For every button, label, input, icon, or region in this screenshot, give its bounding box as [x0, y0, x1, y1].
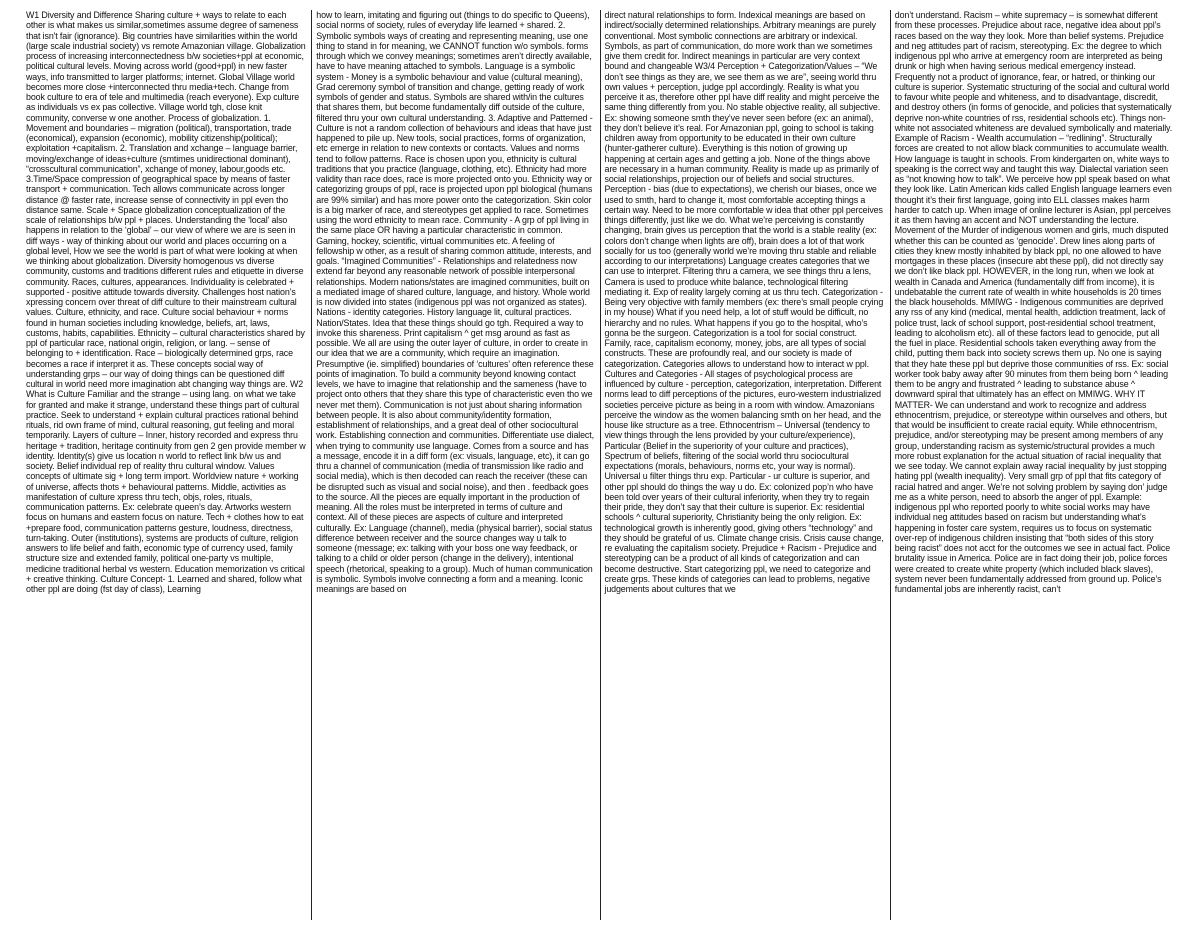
- notes-column-3: direct natural relationships to form. Indexical meanings are based on indirect/socially determined relationships. Arbitrary meanings are purely conventional. Most symbolic connections are arbitrary or indexical. Symbols, as part of communication, do more work than we sometimes give them credit for. Indirect meanings in particular are very context bound and changeable W3/4 Perception + Categorization/Values – “We don’t see things as they are, we see them as we are”, seeing world thru own values + perception, judge ppl accordingly. Reality is what you perceive it as, therefore other ppl have diff reality and might perceive the same thing differently from you. No stable objective reality, all subjective. Ex: showing someone smth they’ve never seen before (ex: an animal), they don’t believe it’s real. For Amazonian ppl, going to school is taking children away from opportunity to be educated in their own culture (hunter-gatherer culture). Everything is this notion of growing up happening at certain ages and getting a job. None of the things above are necessary in a human community. Reality is made up as primarily of social relationships, projection our of beliefs and social structures. Perception - bias (due to expectations), we cherish our biases, once we used to smth, hard to change it, most comfortable accepting things a certain way. Need to be more comfortable w idea that other ppl perceives things differently, just like we do. What we’re perceiving is constantly changing, brain gives us perception that the world is a stable reality (ex: colors don’t change when lights are off), brain does a lot of that work socially for us too (generally world we’re moving thru stable and reliable according to our interpretations) Language creates categories that we can use to interpret. Filtering thru a camera, we see things thru a lens, Camera is used to produce white balance, technological filtering mediating it. Exp of reality largely coming at us thru tech. Categorization - Being very objective with family members (ex: there’s small people crying in my house) What if you need help, a lot of stuff would be difficult, no hierarchy and no rules. What happens if you go to the hospital, who’s gonna be the surgeon. Categorization is a tool for social construct. Family, race, capitalism economy, money, jobs, are all types of social constructs. These are profoundly real, and our society is made of categorization. Categories allows to understand how to interact w ppl. Cultures and Categories - All stages of psychological process are influenced by culture - perception, categorization, interpretation. Different norms lead to diff perceptions of the pictures, euro-western industrialized societies perceive picture as being in a room with window. Amazonians perceive the window as the women balancing smth on her head, and the house like structure as a tree. Ethnocentrism – Universal (tendency to view things through the lens provided by your culture/experience), Particular (Belief in the superiority of your culture and practices), Spectrum of beliefs, filtering of the social world thru sociocultural expectations (morals, behaviours, norms etc, your way is normal). Universal u filter things thru exp. Particular - ur culture is superior, and other ppl should do things the way u do. Ex: colonized pop’n who have been told over years of their cultural inferiority, when they try to regain their pride, they don’t say that their culture is superior. Ex: residential schools ^ cultural superiority, Christianity being the only religion. Ex: technological growth is inherently good, giving others “technology” and they should be grateful of us. Climate change crisis. Crisis cause change, re evaluating the capitalism society. Prejudice + Racism - Prejudice and stereotyping can be a product of all kinds of categorization and can become destructive. Start categorizing ppl, we need to categorize and create grps. These kinds of categories can lead to problems, negative judgements about cultures that we: [604, 10, 884, 594]
- notes-column-4: don’t understand. Racism – white supremacy – is somewhat different from these processes. Prejudice about race, negative idea about ppl’s races based on the way they look. More than belief systems. Prejudice and neg attitudes part of racism, stereotyping. Ex: the degree to which indigenous ppl who arrive at emergency room are interpreted as being drunk or high when having serious medical emergency instead. Frequently not a product of ignorance, fear, or hatred, or thinking our culture is superior. Systematic structuring of the social and cultural world to favour white people and whiteness, and to disadvantage, discredit, and destroy others (in forms of genocide, and policies that systematically deprive non-white countries of rss, residential schools etc). Things non-white not associated whiteness are devalued symbolically and materially. Example of Racism - Wealth accumulation – “redlining”. Structurally forces are created to not allow black communities to accumulate wealth. How language is taught in schools. From kindergarten on, white ways to speaking is the correct way and taught this way. Dialectal variation seen as “not knowing how to talk”. We perceive how ppl speak based on what they look like. Latin American kids called English language learners even thought it’s their first language, going into ELL classes makes harm harder to catch up. When image of online lecturer is Asian, ppl perceives it as them having an accent and NOT understanding the lecture. Movement of the Murder of indigenous women and girls, much disputed whether this can be counted as ‘genocide’. Drew lines along parts of cities they knew mostly inhabited by black ppl, no one allowed to have mortgages in these places (insecure abt these ppl), did not directly say we don’t like black ppl. HOWEVER, in the long run, when we look at wealth in Canada and America (fundamentally diff from income), it is undebatable the current rate of wealth in white households is 20 times the black households. MMIWG - Indigenous communities are deprived any rss of any kind (medical, mental health, addiction treatment, lack of police trust, lack of school support, post-residential school treatment, leading to alcoholism etc). all of these factors lead to genocide, put all the fuel in place. Residential schools taken everything away from the child, putting them back into society screws them up. No one is saying that they hate these ppl but deprive those communities of rss. Ex: social worker took baby away after 90 minutes from them being born ^ leading them to be angry and frustrated ^ leading to substance abuse ^ downward spiral that ultimately has an effect on MMIWG. WHY IT MATTER- We can understand and work to recognize and address ethnocentrism, prejudice, or stereotype within ourselves and others, but that would be insufficient to create racial equity. While ethnocentrism, prejudice, and/or stereotyping may be present among members of any group, understanding racism as systemic/structural provides a much more robust explanation for the actual situation of racial inequality that we see today. We cannot explain away racial inequality by just stopping hating ppl (wealth inequality). Very small grp of ppl that fits category of racial hatred and anger. We’re not solving problem by saying don’ judge me as a white person, need to absorb the anger of ppl. Example: indigenous ppl who reported poorly to white social works may have individual neg attitudes based on racism but understanding what’s happening in foster care system, requires us to focus on systematic over-rep of indigenous children insisting that “both sides of this story being racist” does not acct for the outcomes we see in actual fact. Police brutality issue in America. Police are in fact doing their job, police forces were created to create white property (which included black slaves), system never been fundamentally addressed from ground up. Police’s fundamental jobs are inherently racist, can’t: [894, 10, 1173, 594]
- notes-column-2: how to learn, imitating and figuring out (things to do specific to Queens), social norms of society, rules of everyday life learned + shared. 2. Symbolic symbols ways of creating and representing meaning, use one thing to stand in for meaning, we CANNOT function w/o symbols. forms through which we convey meanings; sometimes aren’t directly available, have to have meaning attached to symbols. Language is a symbolic system - Money is a symbolic behaviour and value (cultural meaning), Grad ceremony symbol of transition and change, getting ready of work symbols of gender and status. Symbols are shared with/in the cultures that shares them, but become fundamentally diff outside of the culture, filtered thru your own cultural understanding. 3. Adaptive and Patterned - Culture is not a random collection of behaviours and ideas that have just happened to pile up. New tools, social practices, forms of organization, etc emerge in relation to new contexts or contacts. Values and norms tend to follow patterns. Race is chosen upon you, ethnicity is cultural traditions that you practice (language, clothing, etc). Ethnicity had more validity than race does, race is more projected onto you. Ethnicity way or categorizing groups of ppl, race is projected upon ppl biological (humans are 99% similar) and has more power onto the categorization. Skin color is a big marker of race, and stereotypes get applied to race. Sometimes using the word ethnicity to mean race. Community - A grp of ppl living in the same place OR having a particular characteristic in common. Gaming, hockey, scientific, virtual communities etc. A feeling of fellowship w other, as a result of sharing common attitude, interests, and goals. “Imagined Communities” - Relationships and relatedness now extend far beyond any reasonable network of possible interpersonal relationships. Modern nations/states are imagined communities, built on a mediated image of shared culture, language, and history. Whole world is now divided into states (indigenous ppl was not organized as states). Nations - identity categories. History language lit, cultural practices. Nation/States. Idea that these things should go tgh. Required a way to invoke this shareness. Print capitalism ^ get msg around as fast as possible. We all are using the outer layer of culture, in order to create in our idea that we are a community, which require an imagination. Presumptive (ie. simplified) boundaries of ‘cultures’ often reference these points of imagination. To build a community beyond knowing contact levels, we have to imagine that relationship and the sameness (have to project onto others that they share this type of characteristic even tho we never met them). Communication is not just about sharing information between people. It is also about community/identity formation, establishment of relationships, and a great deal of other sociocultural work. Establishing connection and communities. Differentiate use dialect, when trying to community use language. Comes from a source and has a message, encode it in a diff form (ex: visuals, language, etc), it can go thru a channel of communication (media of transmission like radio and social media), which is then decoded can reach the receiver (these can be disrupted such as visual and social noise), and then . feedback goes to the source. All the pieces are equally important in the production of meaning. All the roles must be interpreted in terms of culture and context. All of these pieces are aspects of culture and interpreted culturally. Ex: Language (channel), media (physical barrier), social status difference between receiver and the source changes way u talk to someone (message; ex: talking with your boss one way feedback, or talking to a child or older person (change in the delivery), intentional speech (rhetorical, speaking to a group). Much of human communication is symbolic. Symbols involve connecting a form and a meaning. Iconic meanings are based on: [316, 10, 594, 594]
- study-notes-sheet: [22, 10, 1178, 920]
- notes-column-1: W1 Diversity and Difference Sharing culture + ways to relate to each other is what makes us similar,sometimes assume degree of sameness that isn't fair (ignorance). Big countries have similarities within the world (large scale industrial society) vs remote Amazonian village. Globalization process of increasing interconnectedness b/w societies+ppl at economic, political cultural levels. Moving across world (good+ppl) in new faster ways, info transmitted to larger platforms; internet. Global Village world becomes more close +interconnected thru media+tech. Change from book culture to era of tele and multimedia (reach everyone). Exp culture as individuals vs ex pas collective. Village world tgh, close knit community, converse w one another. Process of globalization. 1. Movement and boundaries – migration (political), transportation, trade (economical), expansion (economic), mobility citizenship(political); exploitation +capitalism. 2. Translation and xchange – language barrier, moving/exchange of ideas+culture (smtimes unidirectional dominant), “crosscultural communication”, xchange of money, labour,goods etc. 3.Time/Space compression of geographical space by means of faster transport + communication. Tech allows communicate across longer distance @ faster rate, increase sense of connectivity in ppl even tho distance same. Scale + Space globalization conceptualization of the scale of relationships b/w ppl + places. Understanding the ‘local’ also happens in relation to the ‘global’ – our view of where we are is seen in diff ways - way of thinking about our world and places occurring on a global level, How we see the world is part of what were looking at when we thinking about globalization. Diversity homogenous vs diverse community, customs and traditions different rules and etiquette in diverse community. Races, cultures, appearances. Individuality is celebrated + supported - positive attitude towards diversity. Challenges host nation’s xpressing concern over threat of diff culture to their mainstream cultural values. Culture, ethnicity, and race. Culture social behaviour + norms found in human societies including knowledge, beliefs, art, laws, customs, habits, capabilities. Ethnicity – cultural characteristics shared by ppl of particular race, national origin, religion, or lang. – sense of belonging to + identification. Race – biologically determined grps, race becomes a race if interpret it as. These concepts social way of understanding grps – our way of doing things can be questioned diff cultural in world need more imagination abt changing way things are. W2 What is Culture Familiar and the strange – using lang. on what we take for granted and make it strange, understand these things part of cultural practice. Seek to understand + explain cultural practices rational behind rituals, rid own frame of mind, cultural reasoning, gut feeling and moral temporarily. Layers of culture – Inner, history recorded and express thru heritage + tradition, heritage continuity from gen 2 gen provide member w identity. Identity(s) give us location n world to reflect link b/w us and society. Belief individual rep of reality thru cultural window. Values concepts of ultimate sig + long term import. Worldview nature + working of universe, affects thots + behavioural patterns. Middle, activities as manifestation of culture xpress thru tech, objs, roles, rituals, communication patterns. Ex: celebrate queen’s day. Artworks western focus on humans and eastern focus on nature. Tech + clothes how to eat +prepare food, communication patterns gesture, loudness, directness, turn-taking. Outer (institutions), systems are products of culture, religion answers to life belief and faith, economic type of currency used, family structure size and extended family, political one-party vs multiple, medicine traditional herbal vs western. Education memorization vs critical + creative thinking. Culture Concept- 1. Learned and shared, follow what other ppl are doing (fst day of class), Learning: [26, 10, 306, 594]
